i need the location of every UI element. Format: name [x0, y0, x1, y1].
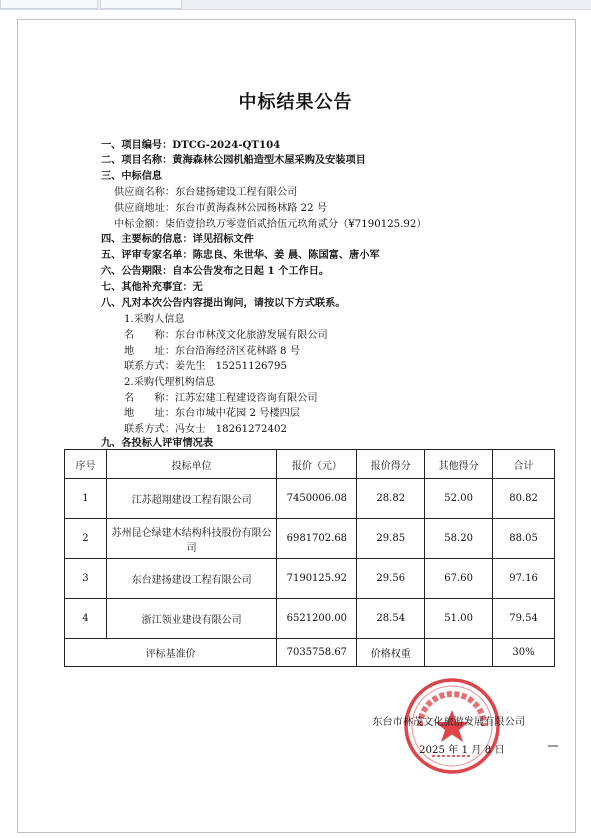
browser-tab[interactable]: [0, 0, 98, 9]
buyer-contact: 联系方式：姜先生 15251126795: [124, 361, 287, 372]
item-project-code: 一、项目编号：DTCG-2024-QT104: [101, 139, 281, 151]
browser-tab-strip: [0, 0, 591, 10]
buyer-name: 名 称：东台市林茂文化旅游发展有限公司: [124, 330, 328, 341]
table-row: [65, 559, 555, 599]
cell-no: 4: [65, 599, 107, 639]
table-row: [65, 479, 555, 519]
agent-address: 地 址：东台市城中花园 2 号楼四层: [124, 408, 300, 419]
cell-other-score: 51.00: [425, 599, 493, 639]
base-price-row: [65, 639, 555, 667]
item-project-name: 二、项目名称：黄海森林公园机船造型木屋采购及安装项目: [101, 154, 366, 166]
header-company: 投标单位: [106, 450, 276, 479]
header-price: 报价（元）: [277, 450, 357, 479]
issue-date: 2025 年 1 月 8 日: [419, 745, 505, 756]
cell-price-score: 28.54: [357, 599, 425, 639]
cell-other-score: 67.60: [425, 559, 493, 599]
supplier-name: 供应商名称：东台建扬建设工程有限公司: [114, 187, 298, 198]
cell-total: 97.16: [493, 559, 555, 599]
item-expert-list: 五、评审专家名单：陈忠良、朱世华、姜 晨、陈国富、唐小军: [101, 249, 380, 261]
header-no: 序号: [65, 450, 107, 479]
issuer-name: 东台市林茂文化旅游发展有限公司: [372, 717, 525, 728]
item-evaluation-table: 九、各投标人评审情况表: [101, 437, 214, 449]
cell-no: 2: [65, 519, 107, 559]
base-price-label: 评标基准价: [65, 639, 277, 667]
table-header-row: [65, 450, 555, 479]
cell-price-score: 29.85: [357, 519, 425, 559]
agent-name: 名 称：江苏宏建工程建设咨询有限公司: [124, 393, 318, 404]
cell-total: 80.82: [493, 479, 555, 519]
item-other-matters: 七、其他补充事宜：无: [101, 281, 203, 293]
cell-no: 1: [65, 479, 107, 519]
cell-no: 3: [65, 559, 107, 599]
cell-total: 88.05: [493, 519, 555, 559]
cell-price: 6981702.68: [277, 519, 357, 559]
cell-other-score: 58.20: [425, 519, 493, 559]
item-award-info: 三、中标信息: [101, 170, 163, 182]
agent-heading: 2.采购代理机构信息: [124, 377, 216, 388]
item-main-subject: 四、主要标的信息：详见招标文件: [101, 233, 254, 245]
cell-price: 7190125.92: [277, 559, 357, 599]
cell-price: 7450006.08: [277, 479, 357, 519]
cell-price-score: 29.56: [357, 559, 425, 599]
evaluation-table: [64, 449, 555, 667]
table-row: [65, 599, 555, 639]
header-total: 合计: [493, 450, 555, 479]
cell-total: 79.54: [493, 599, 555, 639]
header-other-score: 其他得分: [425, 450, 493, 479]
supplier-address: 供应商地址：东台市黄海森林公园杨林路 22 号: [114, 203, 328, 214]
buyer-address: 地 址：东台沿海经济区花林路 8 号: [124, 346, 300, 357]
empty-cell: [425, 639, 493, 667]
page-title: 中标结果公告: [238, 92, 353, 113]
margin-mark: [548, 745, 558, 747]
cell-company: 浙江领业建设有限公司: [106, 599, 276, 639]
cell-price-score: 28.82: [357, 479, 425, 519]
cell-price: 6521200.00: [277, 599, 357, 639]
table-row: [65, 519, 555, 559]
base-price-value: 7035758.67: [277, 639, 357, 667]
cell-company: 苏州昆仑绿建木结构科技股份有限公司: [106, 519, 276, 559]
buyer-heading: 1.采购人信息: [124, 314, 185, 325]
item-notice-period: 六、公告期限：自本公告发布之日起 1 个工作日。: [101, 265, 330, 277]
browser-tab[interactable]: [100, 0, 182, 9]
price-weight-value: 30%: [493, 639, 555, 667]
agent-contact: 联系方式：冯女士 18261272402: [124, 424, 287, 435]
cell-company: 东台建扬建设工程有限公司: [106, 559, 276, 599]
header-price-score: 报价得分: [357, 450, 425, 479]
price-weight-label: 价格权重: [357, 639, 425, 667]
cell-company: 江苏超翔建设工程有限公司: [106, 479, 276, 519]
bid-amount: 中标金额：柒佰壹拾玖万零壹佰贰拾伍元玖角贰分（¥7190125.92）: [114, 219, 427, 230]
cell-other-score: 52.00: [425, 479, 493, 519]
item-contact-intro: 八、凡对本次公告内容提出询问，请按以下方式联系。: [101, 297, 346, 309]
